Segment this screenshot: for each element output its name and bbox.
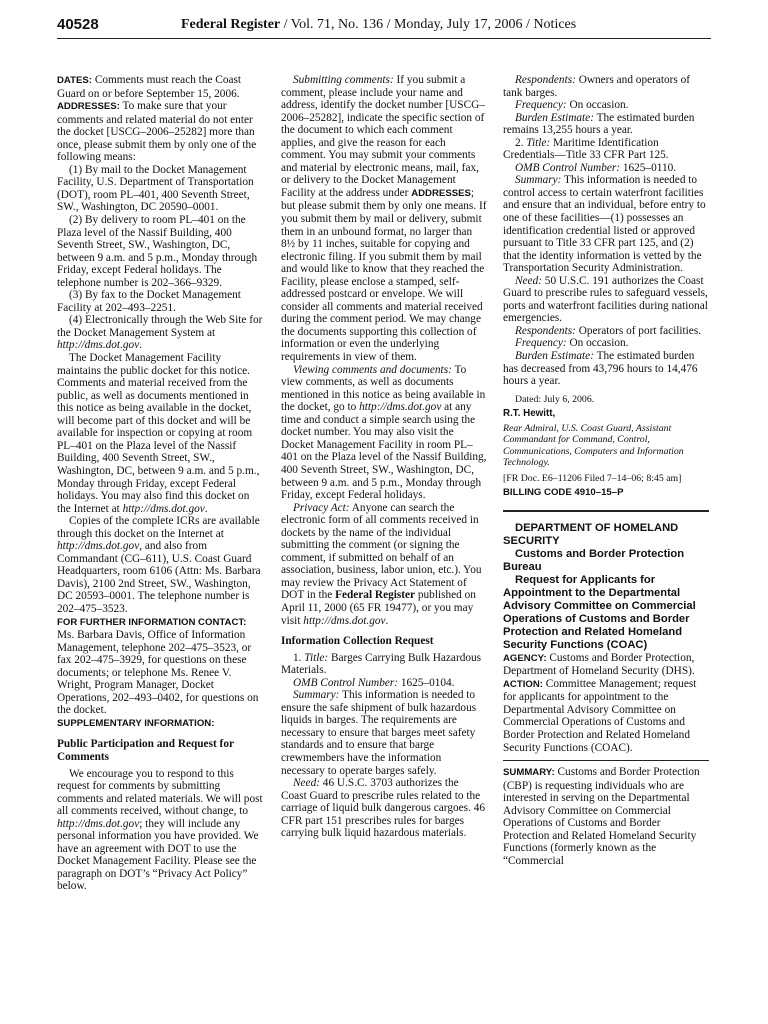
body-paragraph: Burden Estimate: The estimated burden has decreased from 43,796 hours to 14,476 hours a year. [503,350,698,388]
column-3 [503,74,709,1014]
bureau-heading: Customs and Border Protection Bureau [503,547,685,573]
docket-url: http://dms.dot.gov [359,401,442,414]
dates-paragraph: DATES: Comments must reach the Coast Guard on or before September 15, 2006. [57,74,242,100]
summary-divider [503,760,709,761]
docket-url: http://dms.dot.gov [57,540,140,553]
body-paragraph: OMB Control Number: 1625–0104. [293,676,455,689]
action-paragraph: ACTION: Committee Management; request for applicants for appointment to the Departmental Advisory Committee on Commercial Operations of Customs and Border Protection and Related Homeland Security Functions (COAC). [503,677,697,754]
body-paragraph: (2) By delivery to room PL–401 on the Plaza level of the Nassif Building, 400 Seventh Street, SW., Washington, DC, between 9 a.m. and 5 p.m., Monday through Friday, except Federal holidays. The telephone number is 202–366–9329. [57,214,258,289]
body-paragraph: (4) Electronically through the Web Site for the Docket Management System at http://dms.dot.gov. [57,314,263,352]
page-number: 40528 [57,16,99,33]
body-paragraph: The Docket Management Facility maintains the public docket for this notice. Comments and material received from the public, as well as documents mentioned in this notice as being available in the docket, will become part of this docket and will be available for inspection or copying at room PL–401 on the Plaza level of the Nassif Building, 400 Seventh Street, SW., Washington, DC, between 9 a.m. and 5 p.m., Monday through Friday, except Federal holidays. You may also find this docket on the Internet at http://dms.dot.gov. [57,352,260,515]
body-paragraph: Summary: This information is needed to ensure the safe shipment of bulk hazardous liquids in barges. The requirements are necessary to ensure that barges meet safety standards and to ensure that barge crewmembers have the information necessary to operate barges safely. [281,689,477,777]
body-paragraph: Submitting comments: If you submit a comment, please include your name and address, identify the docket number [USCG–2006–25282], indicate the specific section of the document to which each comment applies, and give the reason for each comment. You may submit your comments and material by electronic means, mail, fax, or delivery to the Docket Management Facility at the address under ADDRESSES; but please submit them by only one means. If you submit them by mail or delivery, submit them in an unbound format, no larger than 8½ by 11 inches, suitable for copying and electronic filing. If you submit them by mail and would like to know that they reached the Facility, please enclose a stamped, self-addressed postcard or envelope. We will consider all comments and material received during the comment period. We may change the documents supporting this collection of information or even the underlying requirements in view of them. [281,74,487,364]
body-paragraph: Respondents: Operators of port facilities. [515,324,702,337]
issue-details: / Vol. 71, No. 136 / Monday, July 17, 2006 / Notices [280,17,577,32]
body-paragraph: Privacy Act: Anyone can search the electronic form of all comments received in dockets by the name of the individual submitting the comment (or signing the comment, if submitted on behalf of an association, business, labor union, etc.). You may review the Privacy Act Statement of DOT in the Federal Register published on April 11, 2000 (65 FR 19477), or you may visit http://dms.dot.gov. [281,501,482,627]
docket-url: http://dms.dot.gov [303,614,386,627]
section-divider [503,510,709,512]
journal-name: Federal Register [181,17,281,32]
docket-url: http://dms.dot.gov [122,502,205,515]
dated-line: Dated: July 6, 2006. [515,393,595,405]
body-paragraph: Frequency: On occasion. [515,337,629,350]
body-paragraph: Need: 50 U.S.C. 191 authorizes the Coast Guard to prescribe rules to safeguard vessels, ports and waterfront facilities during national emergencies. [503,274,708,325]
body-paragraph: Burden Estimate: The estimated burden remains 13,255 hours a year. [503,111,695,137]
body-paragraph: Frequency: On occasion. [515,99,629,112]
column-1 [57,74,263,1014]
fr-doc-line: [FR Doc. E6–11206 Filed 7–14–06; 8:45 am] [503,472,682,484]
body-paragraph: OMB Control Number: 1625–0110. [515,161,677,174]
running-title [181,17,576,33]
signer-title: Rear Admiral, U.S. Coast Guard, Assistant Commandant for Command, Control, Communications, Computers and Information Technology. [503,422,684,469]
body-paragraph: Summary: This information is needed to control access to certain waterfront facilities and ensure that an individual, before entry to one of these facilities—(1) possesses an identification credential listed or approved pursuant to Title 33 CFR part 125, and (2) that the identity information is vetted by the Transportation Security Administration. [503,174,706,275]
section-heading: Information Collection Request [281,635,434,648]
body-paragraph: (3) By fax to the Docket Management Facility at 202–493–2251. [57,289,241,314]
summary-paragraph: SUMMARY: Customs and Border Protection (CBP) is requesting individuals who are interested in serving on the Departmental Advisory Committee on Commercial Operations of Customs and Border Protection and Related Homeland Security Functions (formerly known as the “Commercial [503,766,700,867]
docket-url: http://dms.dot.gov [57,339,140,352]
body-paragraph: We encourage you to respond to this request for comments by submitting comments and related materials. We will post all comments received, without change, to http://dms.dot.gov; they will include any personal information you have provided. We have an agreement with DOT to use the Docket Management Facility. Please see the paragraph on DOT’s “Privacy Act Policy” below. [57,767,263,893]
section-heading: Public Participation and Request for Comments [57,738,234,763]
body-paragraph: (1) By mail to the Docket Management Facility, U.S. Department of Transportation (DOT), room PL–401, 400 Seventh Street, SW., Washington, DC 20590–0001. [57,163,254,214]
department-heading: DEPARTMENT OF HOMELAND SECURITY [503,521,679,547]
body-paragraph: 1. Title: Barges Carrying Bulk Hazardous Materials. [281,651,482,677]
contact-paragraph: FOR FURTHER INFORMATION CONTACT: Ms. Barbara Davis, Office of Information Management, telephone 202–475–3523, or fax 202–475–3929, for questions on these documents; or telephone Ms. Renee V. Wright, Program Manager, Docket Operations, 202–493–0402, for questions on the docket. [57,616,259,717]
body-paragraph: Need: 46 U.S.C. 3703 authorizes the Coast Guard to prescribe rules related to the carriage of liquid bulk dangerous cargoes. 46 CFR part 151 prescribes rules for barges carrying bulk liquid hazardous materials. [281,777,486,840]
billing-code: BILLING CODE 4910–15–P [503,487,624,499]
body-paragraph: Copies of the complete ICRs are available through this docket on the Internet at http://dms.dot.gov, and also from Commandant (CG–611), U.S. Coast Guard Headquarters, room 6106 (Attn: Ms. Barbara Davis), 2100 2nd Street, SW., Washington, DC 20593–0001. The telephone number is 202–475–3523. [57,515,261,615]
page-header [57,10,711,39]
agency-paragraph: AGENCY: Customs and Border Protection, Department of Homeland Security (DHS). [503,651,695,678]
column-2 [281,74,487,1014]
body-paragraph: Viewing comments and documents: To view comments, as well as documents mentioned in this notice as being available in the docket, go to http://dms.dot.gov at any time and conduct a simple search using the docket number. You may also visit the Docket Management Facility in room PL–401 on the Plaza level of the Nassif Building, 400 Seventh Street, SW., Washington, DC, between 9 a.m. and 5 p.m., Monday through Friday, except Federal holidays. [281,363,487,502]
addresses-paragraph: ADDRESSES: To make sure that your comments and related material do not enter the docket [USCG–2006–25282] more than once, please submit them by only one of the following means: [57,100,257,164]
signer-name: R.T. Hewitt, [503,408,556,420]
docket-url: http://dms.dot.gov [57,817,140,830]
notice-title: Request for Applicants for Appointment to the Departmental Advisory Committee on Commercial Operations of Customs and Border Protection and Related Homeland Security Functions (COAC) [503,573,696,651]
body-paragraph: Respondents: Owners and operators of tank barges. [503,74,691,99]
supplementary-label: SUPPLEMENTARY INFORMATION: [57,717,215,729]
body-paragraph: 2. Title: Maritime Identification Credentials—Title 33 CFR Part 125. [503,136,669,162]
